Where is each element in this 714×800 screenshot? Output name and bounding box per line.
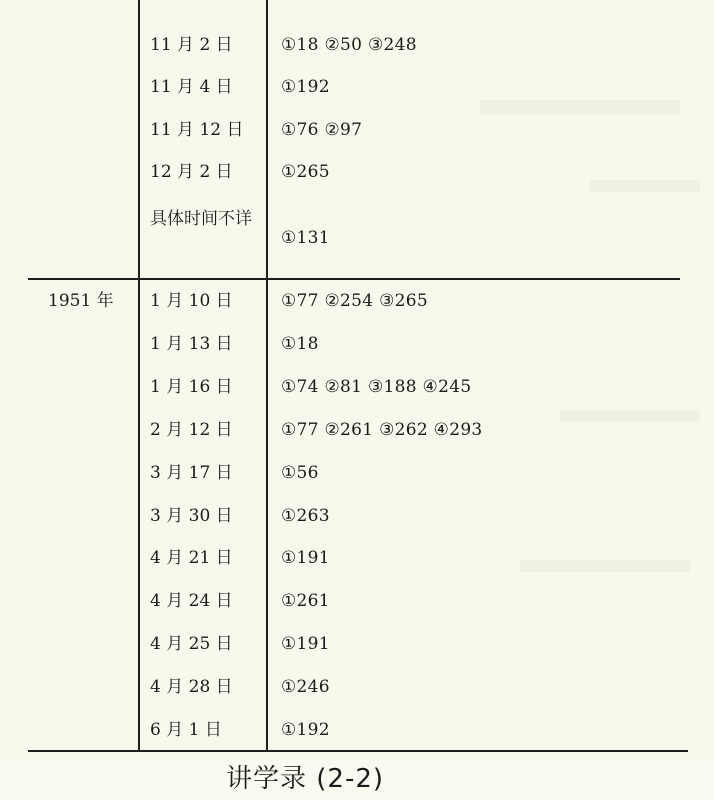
date-cell: 11 月 2 日 <box>150 35 233 55</box>
refs-cell: ①192 <box>281 77 330 97</box>
refs-cell: ①263 <box>281 506 330 526</box>
date-cell: 11 月 12 日 <box>150 120 244 140</box>
refs-cell: ①191 <box>281 548 330 568</box>
bleed-through-mark <box>590 180 700 192</box>
date-cell: 具体时间不详 <box>150 209 252 229</box>
refs-cell: ①131 <box>281 228 330 248</box>
refs-cell: ①77 ②254 ③265 <box>281 291 428 311</box>
bleed-through-mark <box>480 100 680 114</box>
refs-cell: ①265 <box>281 162 330 182</box>
date-cell: 4 月 25 日 <box>150 634 233 654</box>
bleed-through-mark <box>560 410 700 422</box>
refs-cell: ①192 <box>281 720 330 740</box>
column-rule-right <box>266 0 268 752</box>
refs-cell: ①191 <box>281 634 330 654</box>
date-cell: 1 月 16 日 <box>150 377 233 397</box>
date-cell: 4 月 24 日 <box>150 591 233 611</box>
date-cell: 3 月 30 日 <box>150 506 233 526</box>
date-cell: 4 月 21 日 <box>150 548 233 568</box>
page-caption: 讲学录 (2-2) <box>226 764 385 794</box>
date-cell: 3 月 17 日 <box>150 463 233 483</box>
date-cell: 1 月 10 日 <box>150 291 233 311</box>
refs-cell: ①261 <box>281 591 330 611</box>
refs-cell: ①76 ②97 <box>281 120 363 140</box>
table-bottom-rule <box>28 750 688 752</box>
column-rule-left <box>138 0 140 752</box>
year-divider-rule <box>28 278 680 280</box>
refs-cell: ①18 ②50 ③248 <box>281 35 417 55</box>
date-cell: 4 月 28 日 <box>150 677 233 697</box>
refs-cell: ①56 <box>281 463 319 483</box>
refs-cell: ①74 ②81 ③188 ④245 <box>281 377 472 397</box>
date-cell: 1 月 13 日 <box>150 334 233 354</box>
bleed-through-mark <box>520 560 690 572</box>
date-cell: 6 月 1 日 <box>150 720 222 740</box>
refs-cell: ①77 ②261 ③262 ④293 <box>281 420 483 440</box>
date-cell: 11 月 4 日 <box>150 77 233 97</box>
date-cell: 12 月 2 日 <box>150 162 233 182</box>
year-cell: 1951 年 <box>48 291 114 311</box>
date-cell: 2 月 12 日 <box>150 420 233 440</box>
refs-cell: ①246 <box>281 677 330 697</box>
refs-cell: ①18 <box>281 334 319 354</box>
